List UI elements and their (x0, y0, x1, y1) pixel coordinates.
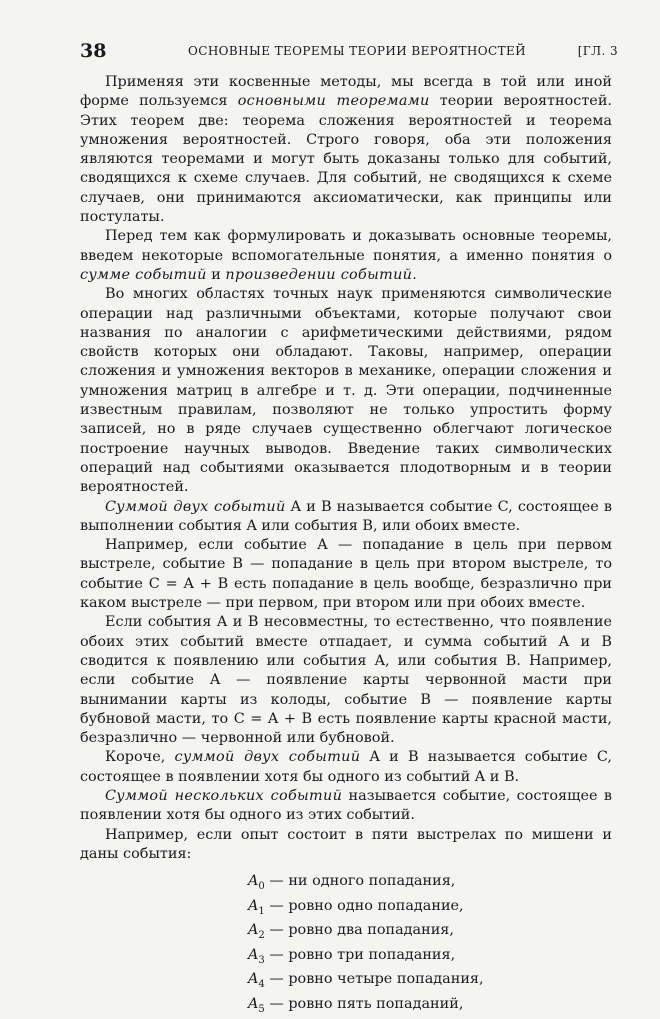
definition-paragraph: Суммой нескольких событий называется событие, состоящее в появлении хотя бы одного из этих событий. (80, 787, 612, 824)
list-item: $A_3$ — ровно три попадания, (248, 946, 456, 966)
event-symbol: $A_5$ (248, 995, 265, 1015)
paragraph: Короче, суммой двух событий A и B называется событие C, состоящее в появлении хотя бы одного из событий A и B. (80, 749, 613, 785)
emphasis: основными теоремами (237, 93, 430, 110)
event-symbol: $A_0$ (248, 873, 265, 893)
page-header (80, 40, 618, 62)
list-item: $A_2$ — ровно два попадания, (248, 922, 454, 941)
paragraph: Например, если событие A — попадание в цель при первом выстреле, событие B — попадание в цель при втором выстреле, то событие C = A + B есть попадание в цель вообще, безразлично при каком выстреле — при первом, при втором или при обоих вместе. (80, 537, 612, 612)
paragraph: Перед тем как формулировать и доказывать основные теоремы, введем некоторые вспомогательные понятия, а именно понятия о сумме событий и произведении событий. (80, 228, 612, 283)
event-symbol: $A_4$ (248, 971, 265, 990)
emphasis: суммой двух событий (174, 749, 361, 766)
emphasis: произведении событий (225, 266, 413, 283)
list-item: $A_0$ — ни одного попадания, (248, 873, 456, 893)
list-item: $A_1$ — ровно одно попадание, (248, 897, 464, 917)
chapter-marker: [ГЛ. 3 (577, 44, 618, 58)
paragraph: Например, если опыт состоит в пяти выстрелах по мишени и даны события: (80, 826, 612, 862)
list-item: $A_4$ — ровно четыре попадания, (248, 971, 484, 990)
list-item: $A_5$ — ровно пять попаданий, (248, 995, 464, 1015)
paragraph: Если события A и B несовместны, то естественно, что появление обоих этих событий вместе отпадает, и сумма событий A и B сводится к появлению или события A, или события B. Например, если событие A — появление карты червонной масти при вынимании карты из колоды, событие B — появление карты бубновой масти, то C = A + B есть появление карты красной масти, безразлично — червонной или бубновой. (80, 614, 612, 747)
emphasis: Суммой двух событий (105, 498, 286, 515)
page-number: 38 (80, 40, 107, 62)
emphasis: Суммой нескольких событий (105, 787, 343, 804)
definition-paragraph: Суммой двух событий A и B называется событие C, состоящее в выполнении события A или события B, или обоих вместе. (80, 498, 612, 534)
running-title: ОСНОВНЫЕ ТЕОРЕМЫ ТЕОРИИ ВЕРОЯТНОСТЕЙ (188, 44, 527, 58)
page-body (80, 73, 612, 1019)
paragraph: Во многих областях точных наук применяются символические операции над различными объектами, которые получают свои названия по аналогии с арифметическими действиями, рядом свойств которых они обладают. Таковы, например, операции сложения и умножения векторов в механике, операции сложения и умножения матриц в алгебре и т. д. Эти операции, подчиненные известным правилам, позволяют не только упростить форму записей, но в ряде случаев существенно облегчают логическое построение научных выводов. Введение таких символических операций над событиями оказывается плодотворным и в теории вероятностей. (80, 286, 612, 496)
event-symbol: $A_2$ (248, 922, 265, 941)
event-symbol: $A_1$ (248, 897, 265, 917)
emphasis: сумме событий (80, 266, 207, 283)
events-list (80, 872, 612, 1019)
paragraph: Применяя эти косвенные методы, мы всегда в той или иной форме пользуемся основными теоремами теории вероятностей. Этих теорем две: теорема сложения вероятностей и теорема умножения вероятностей. Строго говоря, оба эти положения являются теоремами и могут быть доказаны только для событий, сводящихся к схеме случаев. Для событий, не сводящихся к схеме случаев, они принимаются аксиоматически, как принципы или постулаты. (80, 74, 612, 226)
event-symbol: $A_3$ (248, 946, 265, 966)
